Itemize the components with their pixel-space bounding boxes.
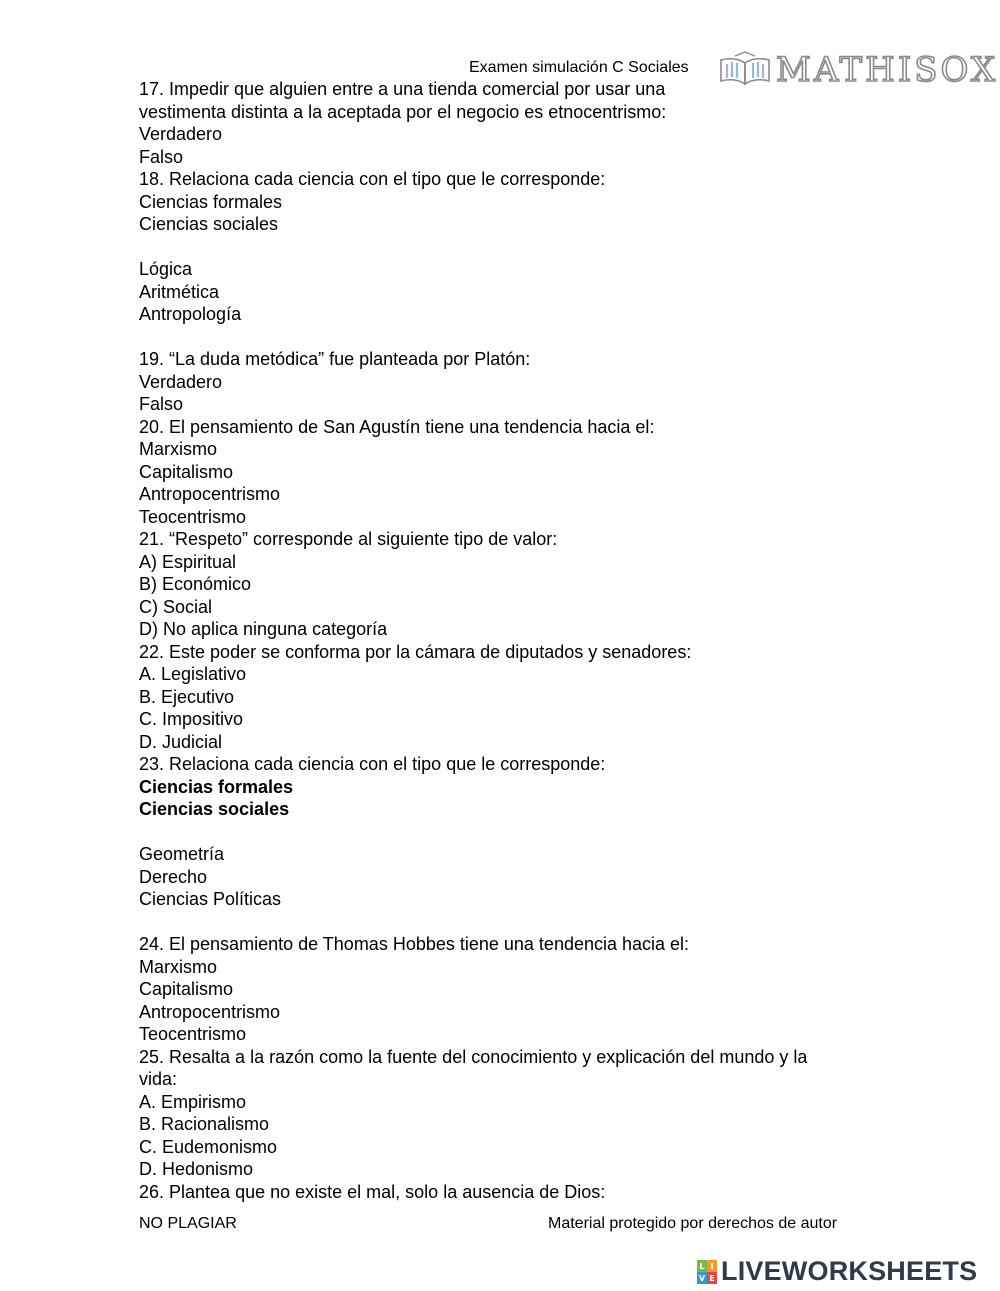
text-line: A. Legislativo — [139, 664, 247, 684]
svg-text:L: L — [699, 1262, 705, 1271]
text-line: D) No aplica ninguna categoría — [139, 619, 388, 639]
text-line: vestimenta distinta a la aceptada por el negocio es etnocentrismo: — [139, 101, 667, 122]
text-line: Verdadero — [139, 371, 223, 392]
footer-no-plagiar: NO PLAGIAR — [139, 1215, 237, 1232]
text-line: D. Hedonismo — [139, 1159, 254, 1179]
liveworksheets-wordmark: LIVEWORKSHEETS — [721, 1256, 978, 1286]
blank-line — [139, 236, 879, 259]
text-line: Antropología — [139, 304, 242, 324]
text-line: 23. Relaciona cada ciencia con el tipo que le corresponde: — [139, 754, 606, 774]
text-line: Ciencias sociales — [139, 214, 279, 234]
text-line: 20. El pensamiento de San Agustín tiene una tendencia hacia el: — [139, 416, 655, 437]
text-line: Antropocentrismo — [139, 484, 281, 504]
text-line: Capitalismo — [139, 461, 234, 482]
text-line: Ciencias formales — [139, 776, 294, 797]
text-line: A. Empirismo — [139, 1091, 247, 1112]
text-line: Ciencias Políticas — [139, 889, 282, 909]
text-line: Falso — [139, 394, 184, 414]
text-line: C) Social — [139, 596, 213, 617]
text-line: Geometría — [139, 844, 225, 864]
text-line: Marxismo — [139, 956, 218, 977]
blank-line — [139, 326, 879, 349]
blank-line — [139, 911, 879, 934]
text-line: 26. Plantea que no existe el mal, solo la ausencia de Dios: — [139, 1181, 606, 1202]
exam-title: Examen simulación C Sociales — [469, 59, 689, 76]
text-line: D. Judicial — [139, 731, 223, 752]
svg-text:V: V — [698, 1274, 706, 1283]
text-line: B. Racionalismo — [139, 1114, 270, 1134]
footer-copyright: Material protegido por derechos de autor — [548, 1215, 838, 1232]
text-line: 24. El pensamiento de Thomas Hobbes tiene una tendencia hacia el: — [139, 934, 690, 954]
svg-text:I: I — [710, 1262, 714, 1271]
text-line: Verdadero — [139, 124, 223, 144]
text-line: Aritmética — [139, 281, 220, 302]
text-line: Teocentrismo — [139, 1024, 247, 1044]
blank-line — [139, 821, 879, 844]
text-line: Marxismo — [139, 439, 218, 459]
text-line: Ciencias sociales — [139, 799, 290, 819]
text-line: 22. Este poder se conforma por la cámara de diputados y senadores: — [139, 641, 692, 662]
text-line: 18. Relaciona cada ciencia con el tipo que le corresponde: — [139, 169, 606, 189]
text-line: vida: — [139, 1069, 178, 1089]
text-line: 25. Resalta a la razón como la fuente del conocimiento y explicación del mundo y la — [139, 1046, 808, 1067]
text-line: B. Ejecutivo — [139, 686, 235, 707]
text-line: C. Eudemonismo — [139, 1136, 278, 1157]
logo-wordmark: MATHISOX — [776, 50, 999, 90]
text-line: Antropocentrismo — [139, 1001, 281, 1022]
liveworksheets-badge-icon — [697, 1260, 717, 1284]
text-line: 17. Impedir que alguien entre a una tienda comercial por usar una — [139, 79, 666, 99]
text-line: B) Económico — [139, 574, 252, 594]
exam-questions — [139, 78, 879, 1203]
text-line: Ciencias formales — [139, 191, 283, 212]
text-line: Derecho — [139, 866, 208, 887]
text-line: Falso — [139, 146, 184, 167]
text-line: Teocentrismo — [139, 506, 247, 527]
text-line: 21. “Respeto” corresponde al siguiente tipo de valor: — [139, 529, 558, 549]
text-line: C. Impositivo — [139, 709, 244, 729]
text-line: Lógica — [139, 259, 193, 279]
text-line: Capitalismo — [139, 979, 234, 999]
svg-text:E: E — [709, 1274, 715, 1283]
text-line: 19. “La duda metódica” fue planteada por Platón: — [139, 349, 531, 369]
text-line: A) Espiritual — [139, 551, 237, 572]
